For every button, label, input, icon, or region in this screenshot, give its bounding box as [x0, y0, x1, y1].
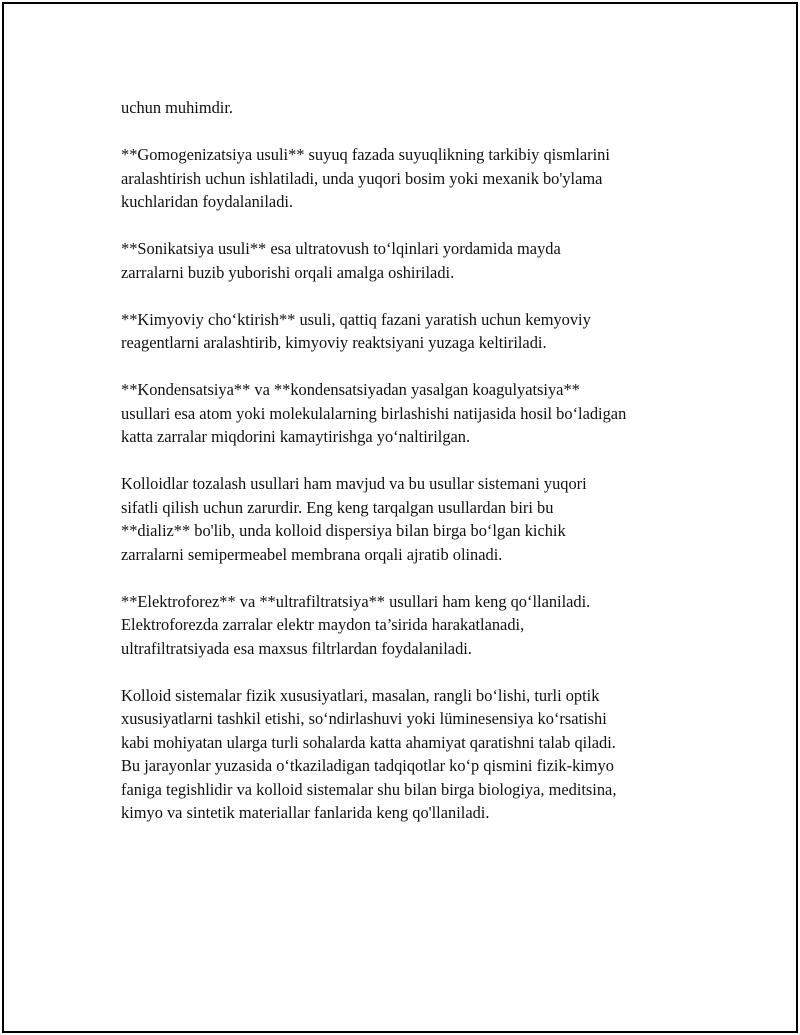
text-line: kimyo va sintetik materiallar fanlarida keng qo'llaniladi.: [121, 803, 490, 822]
text-line: zarralarni semipermeabel membrana orqali ajratib olinadi.: [121, 544, 503, 564]
text-line: xususiyatlarni tashkil etishi, so‘ndirlashuvi yoki lüminesensiya ko‘rsatishi: [121, 709, 607, 728]
text-line: **Kimyoviy cho‘ktirish** usuli, qattiq fazani yaratish uchun kemyoviy: [121, 309, 591, 329]
text-line: usullari esa atom yoki molekulalarning birlashishi natijasida hosil bo‘ladigan: [121, 403, 627, 423]
text-line: Kolloid sistemalar fizik xususiyatlari, masalan, rangli bo‘lishi, turli optik: [121, 685, 600, 705]
text-line: katta zarralar miqdorini kamaytirishga yo‘naltirilgan.: [121, 427, 471, 446]
paragraph: [121, 472, 721, 566]
text-line: faniga tegishlidir va kolloid sistemalar shu bilan birga biologiya, meditsina,: [121, 779, 617, 799]
text-line: **dializ** bo'lib, unda kolloid dispersiya bilan birga bo‘lgan kichik: [121, 521, 566, 540]
text-line: ultrafiltratsiyada esa maxsus filtrlardan foydalaniladi.: [121, 638, 472, 658]
text-line: **Kondensatsiya** va **kondensatsiyadan yasalgan koagulyatsiya**: [121, 380, 580, 399]
text-line: **Sonikatsiya usuli** esa ultratovush to‘lqinlari yordamida mayda: [121, 239, 561, 258]
text-line: kuchlaridan foydalaniladi.: [121, 192, 294, 211]
paragraph: [121, 237, 721, 284]
text-line: sifatli qilish uchun zarurdir. Eng keng tarqalgan usullardan biri bu: [121, 497, 554, 517]
page-frame: [2, 2, 798, 1033]
paragraph: [121, 143, 721, 214]
document-body: [121, 96, 721, 848]
text-line: uchun muhimdir.: [121, 98, 233, 117]
paragraph: [121, 96, 721, 120]
text-line: aralashtirish uchun ishlatiladi, unda yuqori bosim yoki mexanik bo'ylama: [121, 168, 603, 188]
paragraph: [121, 590, 721, 661]
text-line: Kolloidlar tozalash usullari ham mavjud va bu usullar sistemani yuqori: [121, 474, 587, 493]
text-line: Bu jarayonlar yuzasida o‘tkaziladigan tadqiqotlar ko‘p qismini fizik-kimyo: [121, 756, 614, 775]
text-line: **Elektroforez** va **ultrafiltratsiya** usullari ham keng qo‘llaniladi.: [121, 591, 591, 611]
text-line: Elektroforezda zarralar elektr maydon ta’sirida harakatlanadi,: [121, 615, 525, 634]
paragraph: [121, 684, 721, 825]
text-line: kabi mohiyatan ularga turli sohalarda katta ahamiyat qaratishni talab qiladi.: [121, 732, 616, 752]
text-line: reagentlarni aralashtirib, kimyoviy reaktsiyani yuzaga keltiriladi.: [121, 333, 547, 352]
paragraph: [121, 378, 721, 449]
paragraph: [121, 308, 721, 355]
text-line: zarralarni buzib yuborishi orqali amalga oshiriladi.: [121, 262, 455, 282]
text-line: **Gomogenizatsiya usuli** suyuq fazada suyuqlikning tarkibiy qismlarini: [121, 145, 610, 164]
